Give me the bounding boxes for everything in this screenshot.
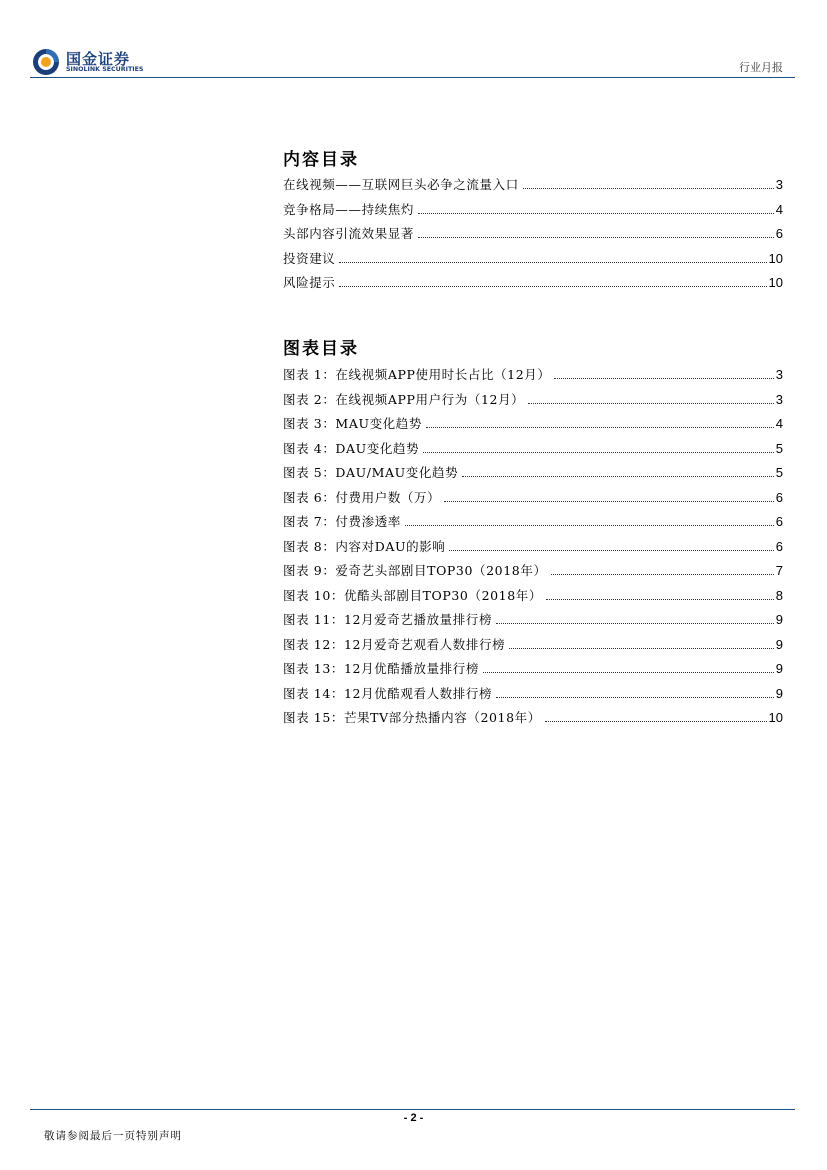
toc-entry[interactable] <box>283 249 783 274</box>
dot-leader <box>528 403 773 404</box>
dot-leader <box>554 378 773 379</box>
toc-entry[interactable] <box>283 659 783 684</box>
toc-entry-label: 图表 2：在线视频APP用户行为（12月） <box>283 391 525 407</box>
toc-entry-page: 6 <box>775 514 783 529</box>
toc-entry-label: 投资建议 <box>283 250 336 266</box>
document-type-label: 行业月报 <box>739 61 783 74</box>
dot-leader <box>551 574 774 575</box>
toc-entry-page: 10 <box>768 250 783 266</box>
toc-entry-page: 4 <box>775 416 783 431</box>
dot-leader <box>339 262 766 263</box>
dot-leader <box>339 286 766 287</box>
header-divider <box>30 77 795 78</box>
toc-entry-label: 图表 14：12月优酷观看人数排行榜 <box>283 685 493 701</box>
toc-entry-page: 6 <box>775 489 783 505</box>
toc-entry-page: 3 <box>775 177 783 192</box>
toc-entry-label: 图表 1：在线视频APP使用时长占比（12月） <box>283 367 551 382</box>
toc-entry[interactable] <box>283 708 783 733</box>
contents-title: 内容目录 <box>283 150 359 170</box>
logo-chinese-name: 国金证券 <box>66 50 131 68</box>
figures-list <box>283 365 783 733</box>
toc-entry[interactable] <box>283 390 783 415</box>
toc-entry-label: 图表 12：12月爱奇艺观看人数排行榜 <box>283 636 506 652</box>
dot-leader <box>496 697 774 698</box>
dot-leader <box>418 237 774 238</box>
toc-entry[interactable] <box>283 273 783 298</box>
toc-entry-label: 图表 9：爱奇艺头部剧目TOP30（2018年） <box>283 563 547 578</box>
disclaimer-text: 敬请参阅最后一页特别声明 <box>44 1130 182 1142</box>
toc-entry-label: 图表 13：12月优酷播放量排行榜 <box>283 661 479 676</box>
toc-entry-label: 图表 5：DAU/MAU变化趋势 <box>283 465 459 480</box>
toc-entry-label: 头部内容引流效果显著 <box>283 226 415 241</box>
toc-entry-page: 5 <box>775 465 783 480</box>
toc-entry[interactable] <box>283 635 783 660</box>
toc-entry-label: 风险提示 <box>283 275 336 290</box>
toc-entry-label: 图表 3：MAU变化趋势 <box>283 416 422 431</box>
toc-entry[interactable] <box>283 561 783 586</box>
toc-entry[interactable] <box>283 224 783 249</box>
footer-divider <box>30 1109 795 1110</box>
toc-entry-label: 图表 10：优酷头部剧目TOP30（2018年） <box>283 587 542 603</box>
dot-leader <box>418 213 774 214</box>
toc-entry[interactable] <box>283 610 783 635</box>
dot-leader <box>426 427 774 428</box>
dot-leader <box>462 476 774 477</box>
toc-entry-page: 9 <box>775 661 783 676</box>
dot-leader <box>545 721 767 722</box>
toc-entry-label: 图表 4：DAU变化趋势 <box>283 440 420 456</box>
toc-entry-page: 5 <box>775 440 783 456</box>
toc-entry[interactable] <box>283 537 783 562</box>
toc-entry-page: 10 <box>768 275 783 290</box>
dot-leader <box>509 648 774 649</box>
toc-entry-page: 3 <box>775 391 783 407</box>
toc-entry[interactable] <box>283 200 783 225</box>
dot-leader <box>523 188 774 189</box>
page-header <box>0 0 827 82</box>
sinolink-logo-icon <box>32 48 60 76</box>
toc-entry-page: 4 <box>775 201 783 217</box>
toc-entry-label: 竞争格局——持续焦灼 <box>283 201 415 217</box>
toc-entry-page: 7 <box>775 563 783 578</box>
toc-entry-label: 图表 8：内容对DAU的影响 <box>283 538 446 554</box>
toc-entry[interactable] <box>283 439 783 464</box>
toc-entry[interactable] <box>283 586 783 611</box>
toc-entry[interactable] <box>283 512 783 537</box>
toc-entry[interactable] <box>283 463 783 488</box>
dot-leader <box>496 623 774 624</box>
dot-leader <box>449 550 773 551</box>
toc-entry-page: 6 <box>775 226 783 241</box>
figures-title: 图表目录 <box>283 339 359 359</box>
toc-entry-label: 在线视频——互联网巨头必争之流量入口 <box>283 177 519 192</box>
toc-entry-page: 9 <box>775 685 783 701</box>
company-logo <box>32 46 162 78</box>
dot-leader <box>423 452 774 453</box>
logo-english-name: SINOLINK SECURITIES <box>66 66 144 73</box>
toc-entry-page: 6 <box>775 538 783 554</box>
contents-list <box>283 175 783 298</box>
toc-entry-label: 图表 15：芒果TV部分热播内容（2018年） <box>283 710 541 725</box>
toc-entry[interactable] <box>283 488 783 513</box>
toc-entry-page: 8 <box>775 587 783 603</box>
toc-entry-page: 3 <box>775 367 783 382</box>
dot-leader <box>405 525 774 526</box>
toc-entry-label: 图表 7：付费渗透率 <box>283 514 401 529</box>
dot-leader <box>483 672 774 673</box>
toc-entry-page: 9 <box>775 636 783 652</box>
toc-entry[interactable] <box>283 684 783 709</box>
page-number: - 2 - <box>403 1112 424 1124</box>
toc-entry[interactable] <box>283 175 783 200</box>
toc-entry-page: 10 <box>768 710 783 725</box>
dot-leader <box>546 599 774 600</box>
toc-entry[interactable] <box>283 414 783 439</box>
toc-entry-page: 9 <box>775 612 783 627</box>
toc-entry-label: 图表 11：12月爱奇艺播放量排行榜 <box>283 612 493 627</box>
toc-entry[interactable] <box>283 365 783 390</box>
toc-entry-label: 图表 6：付费用户数（万） <box>283 489 441 505</box>
dot-leader <box>444 501 774 502</box>
